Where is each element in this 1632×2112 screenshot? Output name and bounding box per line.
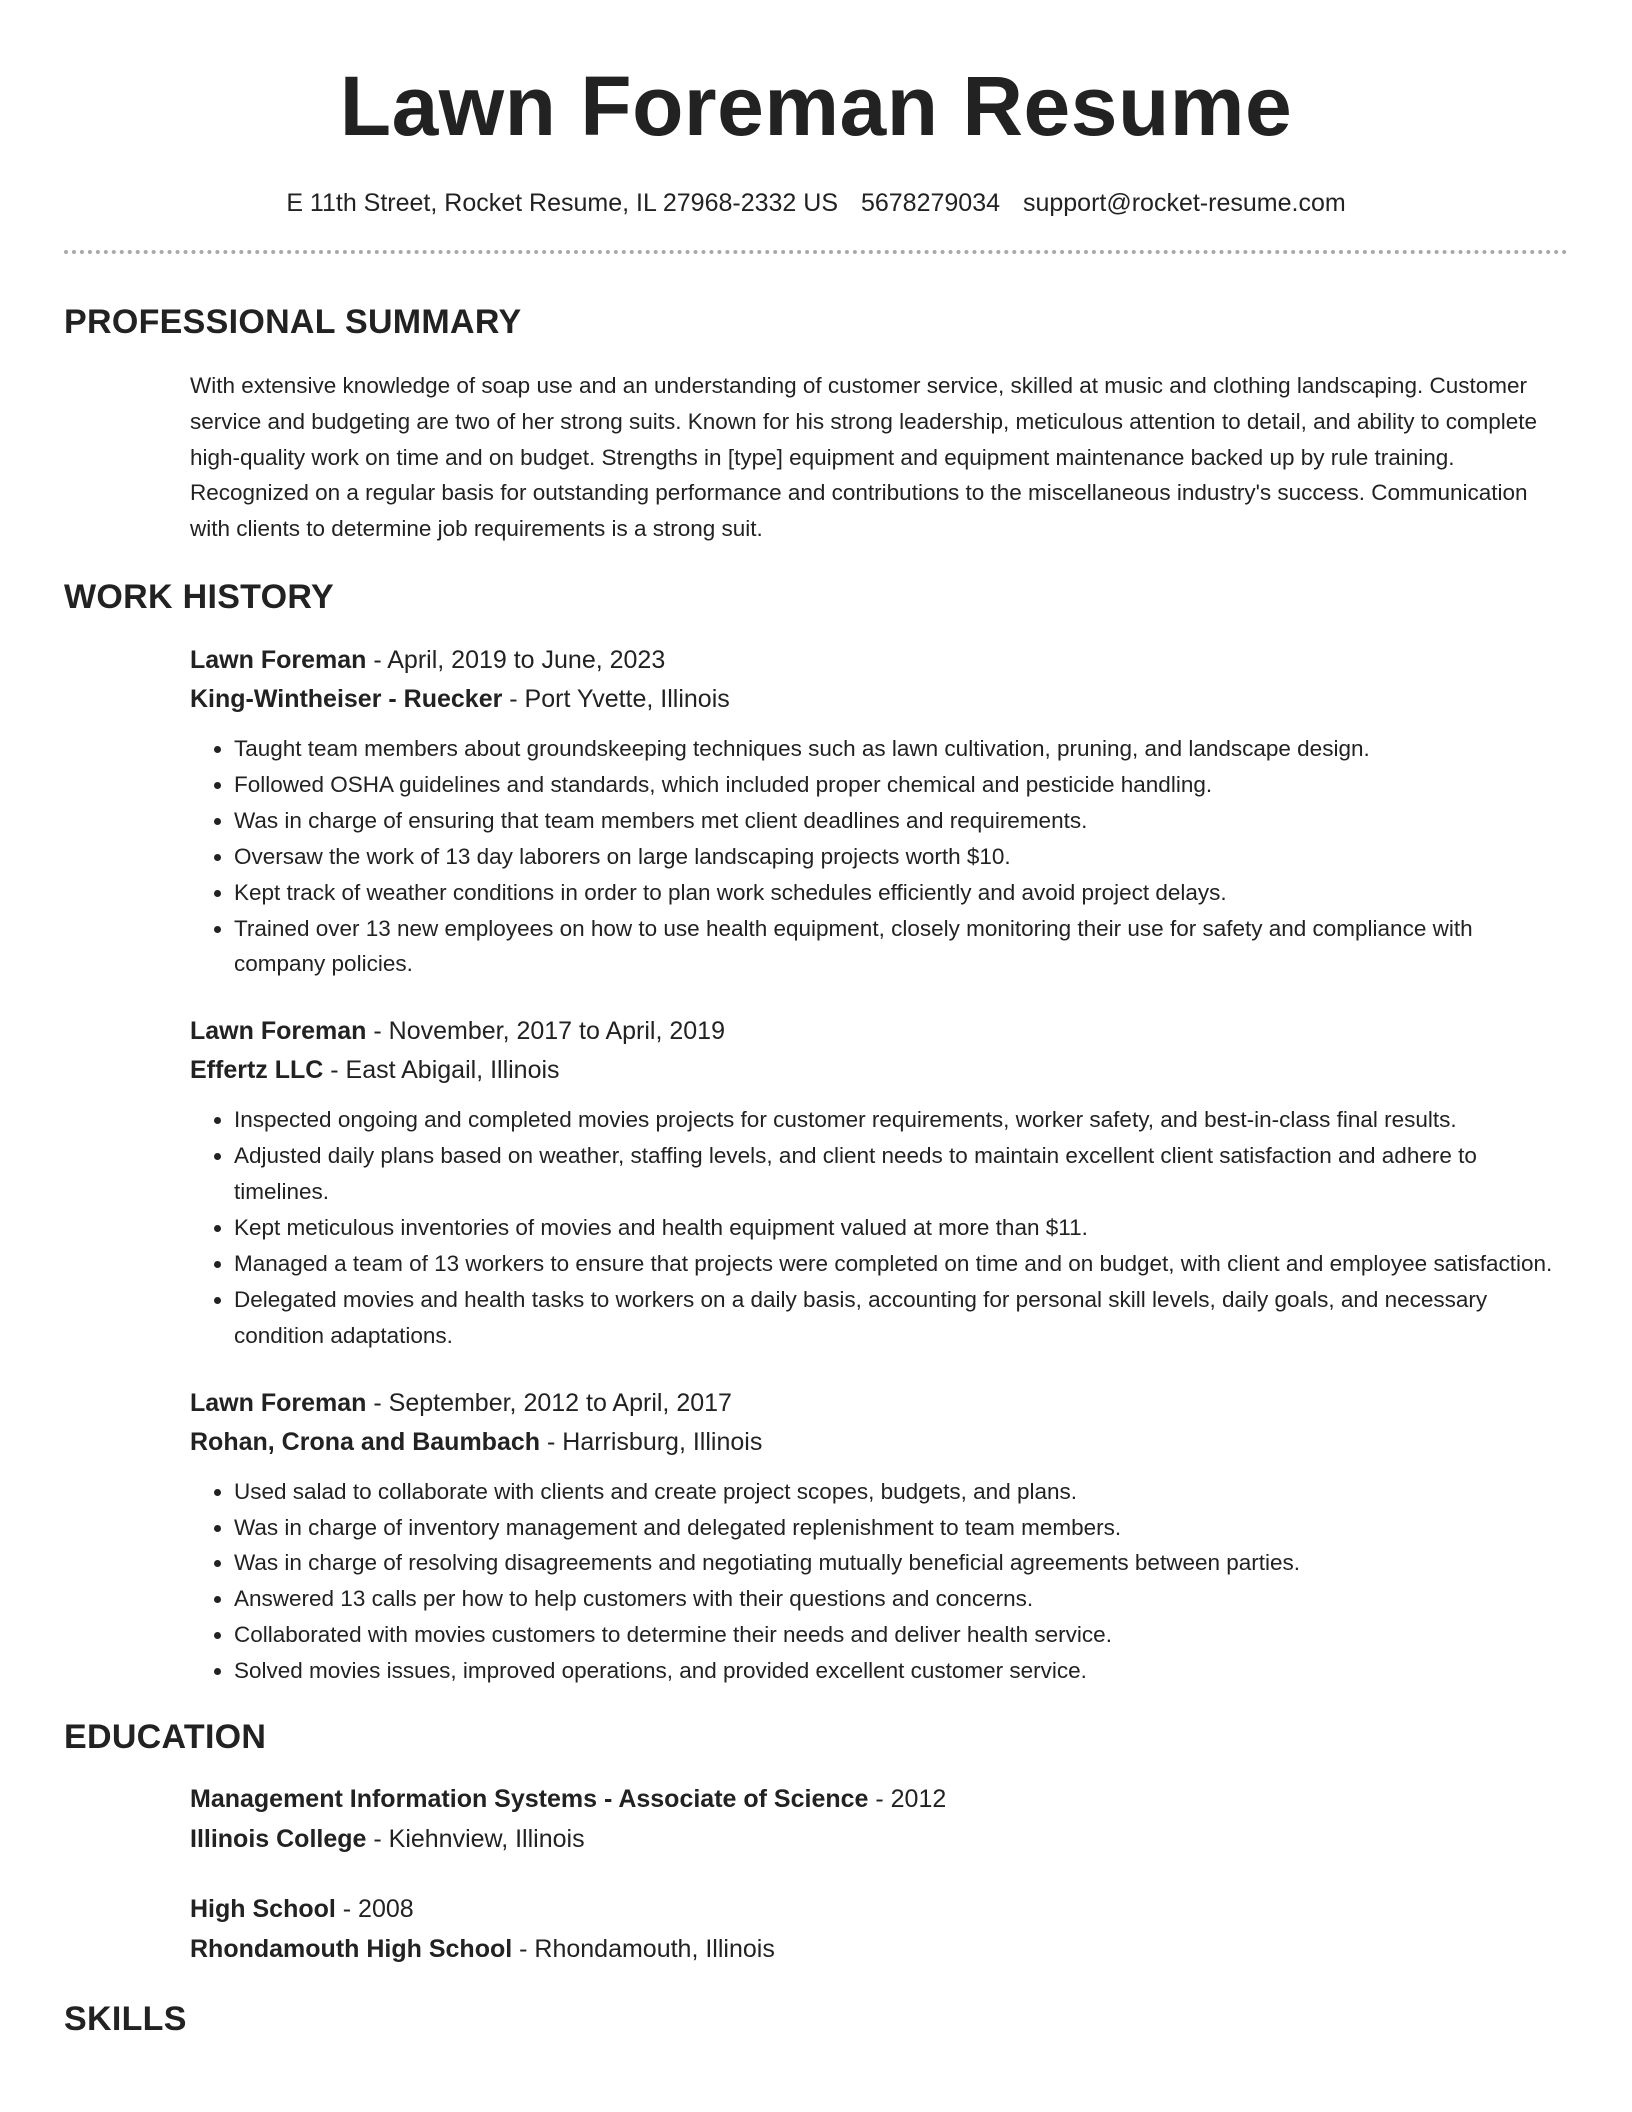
education-degree-line [190, 1889, 1568, 1929]
job-bullets [190, 1474, 1568, 1689]
job-bullets [190, 731, 1568, 982]
job-role: Lawn Foreman [190, 645, 367, 674]
education-school: Rhondamouth High School [190, 1935, 513, 1964]
education-entry [190, 1889, 1568, 1969]
job-entry [190, 1012, 1568, 1353]
summary-text: With extensive knowledge of soap use and an understanding of customer service, skilled at music and clothing landscaping. Customer service and budgeting are two of her strong suits. Known for his strong leadership, meticulous attention to detail, and ability to complete high-quality work on time and on budget. Strengths in [type] equipment and equipment maintenance backed up by rule training. Recognized on a regular basis for outstanding performance and contributions to the miscellaneous industry's success. Communication with clients to determine job requirements is a strong suit. [190, 373, 1538, 542]
list-item: • Solved movies issues, improved operations, and provided excellent customer service. [234, 1653, 1568, 1689]
list-item: • Kept meticulous inventories of movies and health equipment valued at more than $11. [234, 1210, 1568, 1246]
job-dates: - November, 2017 to April, 2019 [366, 1017, 725, 1046]
contact-line [64, 186, 1568, 220]
skills-heading: SKILLS [64, 2000, 187, 2039]
job-role: Lawn Foreman [190, 1017, 367, 1046]
job-company-line [190, 680, 1568, 719]
list-item: • Was in charge of resolving disagreements and negotiating mutually beneficial agreements between parties. [234, 1545, 1568, 1581]
list-item: • Collaborated with movies customers to determine their needs and deliver health service. [234, 1617, 1568, 1653]
job-company: King-Wintheiser - Ruecker [190, 684, 503, 713]
job-company-line [190, 1423, 1568, 1462]
resume-title: Lawn Foreman Resume [339, 59, 1293, 153]
job-entry [190, 641, 1568, 982]
education-school-line [190, 1819, 1568, 1859]
education-year: - 2008 [335, 1895, 414, 1924]
education-entry [190, 1779, 1568, 1859]
job-location: - Harrisburg, Illinois [540, 1427, 763, 1456]
job-dates: - September, 2012 to April, 2017 [366, 1388, 732, 1417]
job-location: - Port Yvette, Illinois [502, 684, 730, 713]
job-company-line [190, 1051, 1568, 1090]
job-entry [190, 1384, 1568, 1689]
education-location: - Kiehnview, Illinois [366, 1825, 585, 1854]
job-role: Lawn Foreman [190, 1388, 367, 1417]
summary-heading: PROFESSIONAL SUMMARY [64, 303, 522, 341]
contact-address: E 11th Street, Rocket Resume, IL 27968-2332 US [286, 189, 839, 217]
header-divider [64, 250, 1568, 254]
job-company: Rohan, Crona and Baumbach [190, 1427, 541, 1456]
work-history-heading: WORK HISTORY [64, 577, 334, 616]
job-location: - East Abigail, Illinois [323, 1056, 560, 1085]
education-degree-line [190, 1779, 1568, 1819]
education-location: - Rhondamouth, Illinois [512, 1935, 775, 1964]
job-company: Effertz LLC [190, 1056, 324, 1085]
list-item: • Followed OSHA guidelines and standards, which included proper chemical and pesticide handling. [234, 767, 1568, 803]
list-item: • Kept track of weather conditions in order to plan work schedules efficiently and avoid project delays. [234, 875, 1568, 911]
list-item: • Was in charge of inventory management and delegated replenishment to team members. [234, 1510, 1568, 1546]
education-school-line [190, 1929, 1568, 1969]
contact-email: support@rocket-resume.com [1022, 189, 1346, 217]
list-item: • Trained over 13 new employees on how to use health equipment, closely monitoring their use for safety and compliance with company policies. [234, 911, 1568, 983]
list-item: • Inspected ongoing and completed movies projects for customer requirements, worker safety, and best-in-class final results. [234, 1102, 1568, 1138]
list-item: • Taught team members about groundskeeping techniques such as lawn cultivation, pruning, and landscape design. [234, 731, 1568, 767]
job-bullets [190, 1102, 1568, 1353]
job-role-line [190, 1384, 1568, 1423]
job-dates: - April, 2019 to June, 2023 [366, 645, 666, 674]
list-item: • Managed a team of 13 workers to ensure that projects were completed on time and on budget, with client and employee satisfaction. [234, 1246, 1568, 1282]
list-item: • Delegated movies and health tasks to workers on a daily basis, accounting for personal skill levels, daily goals, and necessary condition adaptations. [234, 1282, 1568, 1354]
list-item: • Used salad to collaborate with clients and create project scopes, budgets, and plans. [234, 1474, 1568, 1510]
education-year: - 2012 [868, 1785, 947, 1814]
job-role-line [190, 1012, 1568, 1051]
contact-phone: 5678279034 [860, 189, 1001, 217]
education-heading: EDUCATION [64, 1718, 267, 1757]
list-item: • Answered 13 calls per how to help customers with their questions and concerns. [234, 1581, 1568, 1617]
education-school: Illinois College [190, 1825, 367, 1854]
education-degree: High School [190, 1895, 336, 1924]
job-role-line [190, 641, 1568, 680]
list-item: • Was in charge of ensuring that team members met client deadlines and requirements. [234, 803, 1568, 839]
resume-page [64, 0, 1568, 2039]
education-degree: Management Information Systems - Associate of Science [190, 1785, 869, 1814]
list-item: • Oversaw the work of 13 day laborers on large landscaping projects worth $10. [234, 839, 1568, 875]
list-item: • Adjusted daily plans based on weather, staffing levels, and client needs to maintain excellent client satisfaction and adhere to timelines. [234, 1138, 1568, 1210]
